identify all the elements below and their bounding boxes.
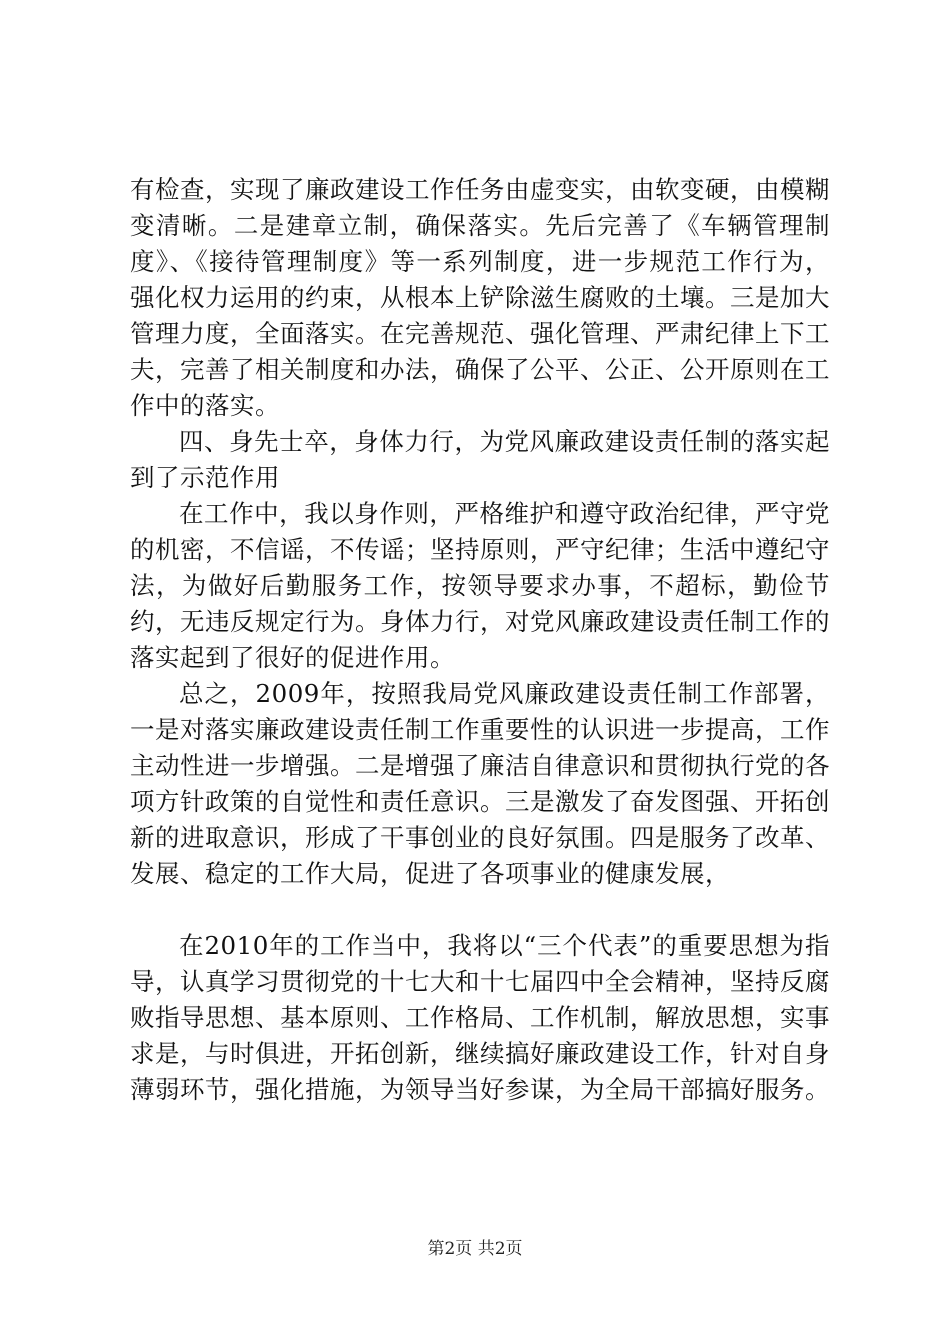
section-heading-four: 四、身先士卒，身体力行，为党风廉政建设责任制的落实起到了示范作用 — [130, 427, 830, 492]
paragraph-self-discipline: 在工作中，我以身作则，严格维护和遵守政治纪律，严守党的机密，不信谣，不传谣；坚持原则，严守纪律；生活中遵纪守法，为做好后勤服务工作，按领导要求办事，不超标，勤俭节约，无违反规定行为。身体力行，对党风廉政建设责任制工作的落实起到了很好的促进作用。 — [130, 499, 830, 672]
paragraph-summary: 总之，2009年，按照我局党风廉政建设责任制工作部署，一是对落实廉政建设责任制工作重要性的认识进一步提高，工作主动性进一步增强。二是增强了廉洁自律意识和贯彻执行党的各项方针政策的自觉性和责任意识。三是激发了奋发图强、开拓创新的进取意识，形成了干事创业的良好氛围。四是服务了改革、发展、稳定的工作大局，促进了各项事业的健康发展， — [130, 679, 830, 888]
document-body — [130, 172, 830, 1108]
paragraph-gap — [130, 892, 830, 928]
paragraph-continued: 有检查，实现了廉政建设工作任务由虚变实，由软变硬，由模糊变清晰。二是建章立制，确保落实。先后完善了《车辆管理制度》、《接待管理制度》等一系列制度，进一步规范工作行为，强化权力运用的约束，从根本上铲除滋生腐败的土壤。三是加大管理力度，全面落实。在完善规范、强化管理、严肃纪律上下工夫，完善了相关制度和办法，确保了公平、公正、公开原则在工作中的落实。 — [130, 175, 830, 420]
page-number-footer: 第2页 共2页 — [427, 1239, 523, 1259]
paragraph-plan-2010: 在2010年的工作当中，我将以“三个代表”的重要思想为指导，认真学习贯彻党的十七大和十七届四中全会精神，坚持反腐败指导思想、基本原则、工作格局、工作机制，解放思想，实事求是，与时俱进，开拓创新，继续搞好廉政建设工作，针对自身薄弱环节，强化措施，为领导当好参谋，为全局干部搞好服务。 — [130, 931, 830, 1104]
